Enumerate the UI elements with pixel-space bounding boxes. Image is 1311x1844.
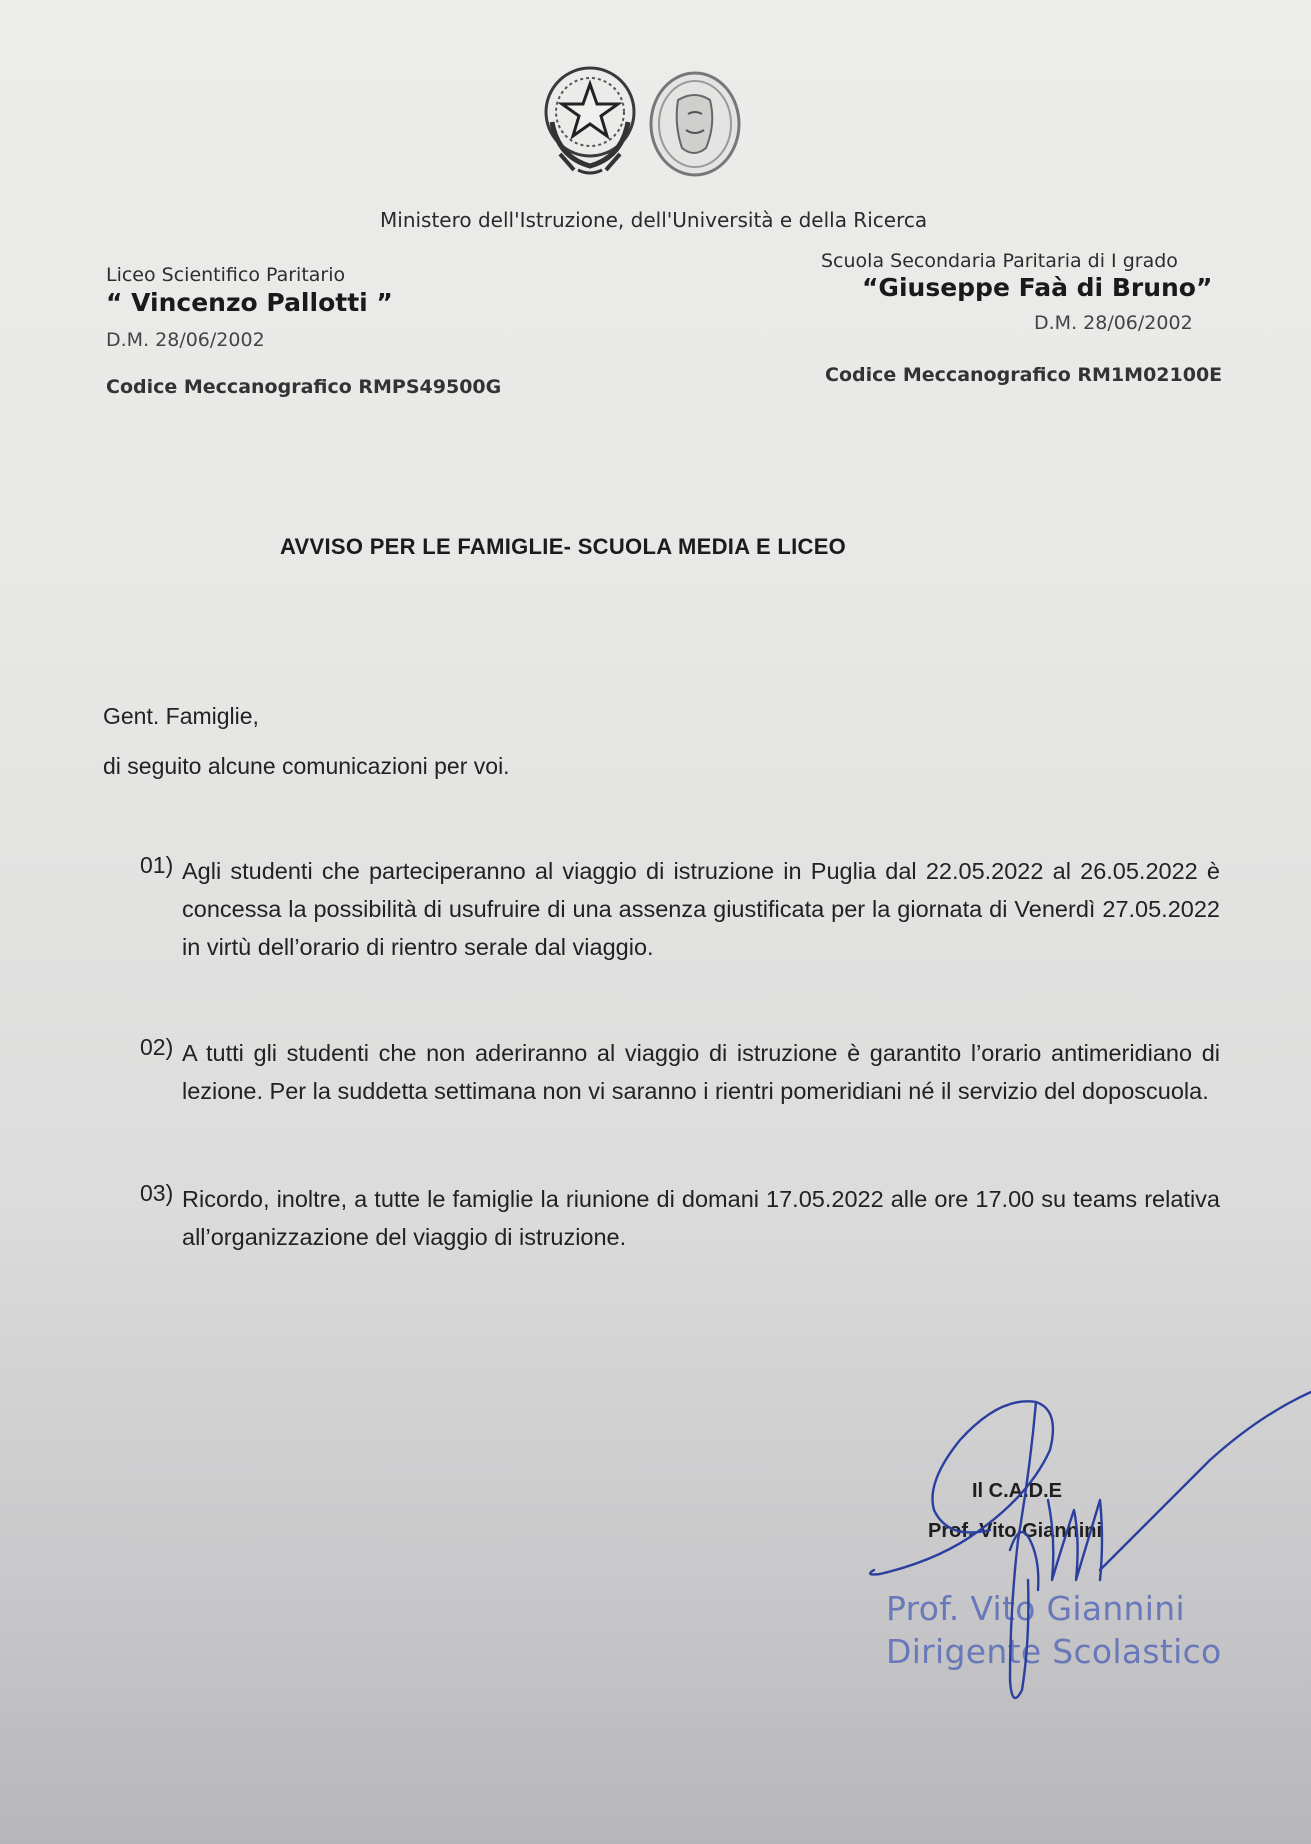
item-text: A tutti gli studenti che non aderiranno al viaggio di istruzione è garantito l’orario antimeridiano di lezione. Per la suddetta settimana non vi saranno i rientri pomeridiani né il servizio del doposcuola. xyxy=(182,1040,1220,1104)
notice-title: AVVISO PER LE FAMIGLIE- SCUOLA MEDIA E LICEO xyxy=(280,534,847,559)
ministry-heading: Ministero dell'Istruzione, dell'Università e della Ricerca xyxy=(380,208,928,232)
greeting: Gent. Famiglie, xyxy=(103,703,259,729)
left-school-dm: D.M. 28/06/2002 xyxy=(106,329,265,351)
italian-republic-emblem-icon xyxy=(538,62,642,183)
signatory-role: Il C.A.D.E xyxy=(972,1480,1063,1502)
list-item xyxy=(140,852,1220,966)
right-school-code: Codice Meccanografico RM1M02100E xyxy=(825,364,1223,386)
stamp-role: Dirigente Scolastico xyxy=(886,1632,1222,1671)
item-number: 03) xyxy=(140,1180,174,1206)
janus-medallion-icon xyxy=(648,70,742,183)
item-text: Ricordo, inoltre, a tutte le famiglie la riunione di domani 17.05.2022 alle ore 17.00 su teams relativa all’organizzazione del viaggio di istruzione. xyxy=(182,1186,1220,1250)
list-item xyxy=(140,1034,1220,1110)
left-school-name: “ Vincenzo Pallotti ” xyxy=(106,288,393,317)
handwritten-signature xyxy=(860,1390,1311,1725)
item-number: 01) xyxy=(140,852,174,878)
right-school-dm: D.M. 28/06/2002 xyxy=(1034,312,1193,334)
signatory-name: Prof. Vito Giannini xyxy=(928,1520,1103,1542)
left-school-code: Codice Meccanografico RMPS49500G xyxy=(106,376,502,398)
item-text: Agli studenti che parteciperanno al viaggio di istruzione in Puglia dal 22.05.2022 al 26.05.2022 è concessa la possibilità di usufruire di una assenza giustificata per la giornata di Venerdì 27.05.2022 in virtù dell’orario di rientro serale dal viaggio. xyxy=(182,858,1220,960)
stamp-name: Prof. Vito Giannini xyxy=(886,1589,1185,1628)
item-number: 02) xyxy=(140,1034,174,1060)
right-school-name: “Giuseppe Faà di Bruno” xyxy=(862,273,1213,302)
list-item xyxy=(140,1180,1220,1256)
right-school-type: Scuola Secondaria Paritaria di I grado xyxy=(821,250,1178,272)
left-school-type: Liceo Scientifico Paritario xyxy=(106,264,346,286)
intro-line: di seguito alcune comunicazioni per voi. xyxy=(103,753,510,779)
